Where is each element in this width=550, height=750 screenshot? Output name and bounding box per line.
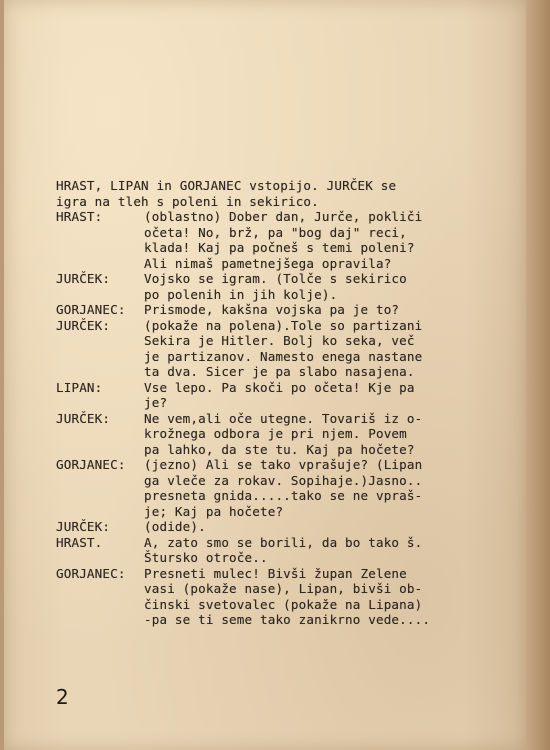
dialogue-entry [56, 302, 518, 318]
speaker-label: GORJANEC: [56, 457, 126, 472]
script-text [56, 178, 518, 628]
speaker-label: HRAST. [56, 534, 103, 550]
dialogue-entry [56, 457, 518, 519]
dialogue-line: pa lahko, da ste tu. Kaj pa hočete? [144, 441, 415, 457]
speaker-label: GORJANEC: [56, 565, 126, 581]
dialogue-line: Štursko otroče.. [144, 550, 268, 565]
dialogue-line: je; Kaj pa hočete? [144, 503, 284, 519]
dialogue-line: Presneti mulec! Bivši župan Zelene [144, 565, 407, 581]
dialogue-line: (pokaže na polena).Tole so partizani [144, 317, 423, 333]
dialogue-line: po polenih in jih kolje). [144, 286, 338, 302]
dialogue-entry [56, 209, 518, 271]
dialogue-line: ta dva. Sicer je pa slabo nasajena. [144, 364, 415, 379]
dialogue-line: (jezno) Ali se tako vprašuje? (Lipan [144, 457, 423, 472]
dialogue-entry [56, 271, 518, 302]
dialogue-entry [56, 566, 518, 628]
dialogue-line: -pa se ti seme tako zanikrno vede.... [144, 612, 431, 627]
dialogue-line: je partizanov. Namesto enega nastane [144, 348, 423, 364]
dialogue-line: Sekira je Hitler. Bolj ko seka, več [144, 333, 415, 348]
speaker-label: LIPAN: [56, 379, 103, 395]
dialogue-line: A, zato smo se borili, da bo tako š. [144, 534, 423, 550]
dialogue-entry [56, 318, 518, 380]
dialogue-entry [56, 519, 518, 535]
dialogue-line: Ne vem,ali oče utegne. Tovariš iz o- [144, 410, 423, 426]
dialogue-line: klada! Kaj pa počneš s temi poleni? [144, 240, 415, 255]
dialogue-line: Vojsko se igram. (Tolče s sekirico [144, 271, 407, 286]
dialogue-line: Ali nimaš pametnejšega opravila? [144, 255, 392, 271]
dialogue-entry [56, 535, 518, 566]
speaker-label: JURČEK: [56, 410, 111, 426]
speaker-label: JURČEK: [56, 271, 111, 286]
dialogue-entry [56, 411, 518, 458]
dialogue-line: Prismode, kakšna vojska pa je to? [144, 302, 400, 317]
stage-direction: igra na tleh s poleni in sekirico. [56, 193, 319, 209]
dialogue-line: činski svetovalec (pokaže na Lipana) [144, 596, 423, 612]
speaker-label: JURČEK: [56, 317, 111, 333]
dialogue-line: (oblastno) Dober dan, Jurče, pokliči [144, 209, 423, 224]
speaker-label: HRAST: [56, 209, 103, 224]
stage-direction: HRAST, LIPAN in GORJANEC vstopijo. JURČEK se [56, 178, 397, 193]
dialogue-line: krožnega odbora je pri njem. Povem [144, 426, 407, 441]
dialogue-line: ga vleče za rokav. Sopihaje.)Jasno.. [144, 472, 423, 488]
page-edge [526, 0, 550, 750]
dialogue-line: (odide). [144, 519, 206, 534]
page-number: 2 [56, 685, 69, 709]
dialogue-line: presneta gnida.....tako se ne vpraš- [144, 488, 423, 503]
dialogue-line: Vse lepo. Pa skoči po očeta! Kje pa [144, 379, 415, 395]
dialogue-line: je? [144, 395, 168, 410]
dialogue-entry [56, 380, 518, 411]
speaker-label: JURČEK: [56, 519, 111, 534]
speaker-label: GORJANEC: [56, 302, 126, 317]
dialogue-line: očeta! No, brž, pa "bog daj" reci, [144, 224, 407, 240]
dialogue-line: vasi (pokaže nase), Lipan, bivši ob- [144, 581, 423, 596]
